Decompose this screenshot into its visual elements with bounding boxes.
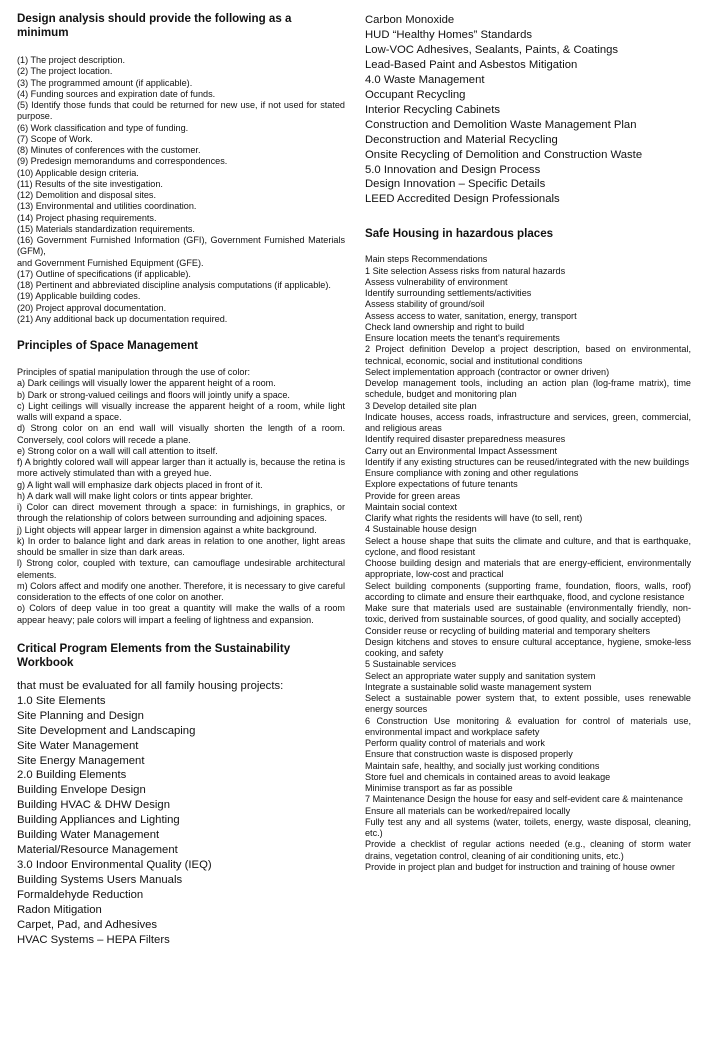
list-item: (14) Project phasing requirements. xyxy=(17,212,157,223)
list-item: Select an appropriate water supply and sanitation system xyxy=(365,670,596,681)
list-item: Select a house shape that suits the climate and culture, and that is earthquake, cyclone, and flood resistant xyxy=(365,535,691,557)
list-item: (21) Any additional back up documentation required. xyxy=(17,313,228,324)
list-item: 6 Construction Use monitoring & evaluation for control of materials use, environmental impact and workplace safety xyxy=(365,715,691,737)
list-item: Design kitchens and stoves to ensure cultural acceptance, hygiene, smoke-less cooking, and safety xyxy=(365,636,691,659)
list-item: Design Innovation – Specific Details xyxy=(365,178,546,191)
list-item: a) Dark ceilings will visually lower the apparent height of a room. xyxy=(17,378,276,389)
list-item: Onsite Recycling of Demolition and Construction Waste xyxy=(365,148,643,161)
list-item: c) Light ceilings will visually increase the apparent height of a room, while light walls will expand a space. xyxy=(17,400,345,422)
sustainability-continued-list xyxy=(365,13,691,207)
list-item: Provide a checklist of regular actions needed (e.g., cleaning of storm water drains, vegetation control, cleaning of air conditioning units, etc.) xyxy=(365,839,691,861)
list-item: h) A dark wall will make light colors or tints appear brighter. xyxy=(17,490,254,501)
list-item: Radon Mitigation xyxy=(17,904,102,917)
list-item: Explore expectations of future tenants xyxy=(365,479,518,490)
list-item: and Government Furnished Equipment (GFE). xyxy=(17,257,204,268)
list-item: Consider reuse or recycling of building material and temporary shelters xyxy=(365,625,651,636)
list-item: (7) Scope of Work. xyxy=(17,133,93,144)
list-item: Principles of spatial manipulation through the use of color: xyxy=(17,367,251,377)
list-item: HUD “Healthy Homes” Standards xyxy=(365,28,532,41)
list-item: Ensure location meets the tenant's requirements xyxy=(365,333,560,344)
list-item: d) Strong color on an end wall will visually shorten the length of a room. Conversely, cool colors will recede a plane. xyxy=(17,423,345,445)
list-item: 5.0 Innovation and Design Process xyxy=(365,163,541,176)
list-item: Site Development and Landscaping xyxy=(17,724,196,737)
list-item: Deconstruction and Material Recycling xyxy=(365,133,558,146)
list-item: Assess access to water, sanitation, energy, transport xyxy=(365,310,577,321)
list-item: HVAC Systems – HEPA Filters xyxy=(17,933,170,946)
list-item: Lead-Based Paint and Asbestos Mitigation xyxy=(365,58,578,71)
list-item: Construction and Demolition Waste Management Plan xyxy=(365,118,637,131)
design-analysis-list xyxy=(17,55,345,325)
list-item: (19) Applicable building codes. xyxy=(17,291,141,302)
list-item: Identify required disaster preparedness measures xyxy=(365,434,566,445)
list-item: l) Strong color, coupled with texture, can camouflage undesirable architectural elements. xyxy=(17,558,345,580)
list-item: 3 Develop detailed site plan xyxy=(365,400,477,411)
list-item: Formaldehyde Reduction xyxy=(17,889,144,902)
list-item: Building Envelope Design xyxy=(17,784,146,797)
right-column xyxy=(365,12,691,873)
list-item: Select building components (supporting frame, foundation, floors, walls, roof) according to climate and ensure their earthquake, flood, and cyclone resistance xyxy=(365,580,691,602)
list-item: m) Colors affect and modify one another. Therefore, it is necessary to give careful consideration to the effects of one color on another. xyxy=(17,580,345,602)
list-item: Ensure compliance with zoning and other regulations xyxy=(365,468,579,479)
list-item: Store fuel and chemicals in contained areas to avoid leakage xyxy=(365,771,611,782)
list-item: Ensure all materials can be worked/repaired locally xyxy=(365,805,571,816)
section-title-critical-program: Critical Program Elements from the Sustainability Workbook xyxy=(17,641,291,669)
list-item: that must be evaluated for all family housing projects: xyxy=(17,679,284,692)
critical-program-list xyxy=(17,679,345,948)
list-item: Check land ownership and right to build xyxy=(365,321,525,332)
list-item: Maintain safe, healthy, and socially just working conditions xyxy=(365,760,600,771)
list-item: (17) Outline of specifications (if applicable). xyxy=(17,268,191,279)
list-item: 3.0 Indoor Environmental Quality (IEQ) xyxy=(17,859,212,872)
list-item: Occupant Recycling xyxy=(365,88,466,101)
list-item: (8) Minutes of conferences with the customer. xyxy=(17,145,201,155)
list-item: Main steps Recommendations xyxy=(365,254,488,265)
list-item: (2) The project location. xyxy=(17,66,113,77)
list-item: (11) Results of the site investigation. xyxy=(17,178,163,189)
list-item: Building Appliances and Lighting xyxy=(17,814,180,827)
list-item: Carbon Monoxide xyxy=(365,14,455,26)
section-title-design-analysis: Design analysis should provide the following as a minimum xyxy=(17,12,292,39)
list-item: 1.0 Site Elements xyxy=(17,694,106,707)
list-item: f) A brightly colored wall will appear larger than it actually is, because the retina is more actively stimulated than with a greyed hue. xyxy=(17,457,345,479)
list-item: (16) Government Furnished Information (GFI), Government Furnished Materials (GFM), xyxy=(17,235,345,257)
list-item: i) Color can direct movement through a space: in furnishings, in graphics, or through the relationship of colors between surrounding and adjoining spaces. xyxy=(17,502,345,524)
list-item: Integrate a sustainable solid waste management system xyxy=(365,681,592,692)
list-item: Select a sustainable power system that, to extent possible, uses renewable energy sources xyxy=(365,693,691,715)
list-item: (15) Materials standardization requirements. xyxy=(17,223,195,234)
list-item: Identify if any existing structures can be reused/integrated with the new buildings xyxy=(365,456,690,467)
list-item: Minimise transport as far as possible xyxy=(365,783,513,794)
space-management-list xyxy=(17,367,345,626)
list-item: Provide in project plan and budget for instruction and training of house owner xyxy=(365,861,675,872)
left-column xyxy=(17,12,345,948)
list-item: (18) Pertinent and abbreviated discipline analysis computations (if applicable). xyxy=(17,280,331,290)
list-item: Assess stability of ground/soil xyxy=(365,299,485,310)
list-item: (13) Environmental and utilities coordination. xyxy=(17,201,197,212)
list-item: (6) Work classification and type of funding. xyxy=(17,122,189,133)
list-item: 4 Sustainable house design xyxy=(365,524,477,535)
section-title-space-management: Principles of Space Management xyxy=(17,339,199,352)
list-item: Choose building design and materials that are energy-efficient, environmentally appropriate, low-cost and practical xyxy=(365,558,691,580)
list-item: 1 Site selection Assess risks from natural hazards xyxy=(365,265,566,276)
list-item: e) Strong color on a wall will call attention to itself. xyxy=(17,445,218,456)
list-item: Maintain social context xyxy=(365,501,457,512)
list-item: Fully test any and all systems (water, toilets, energy, waste disposal, cleaning, etc.) xyxy=(365,816,691,839)
list-item: Building Water Management xyxy=(17,829,160,842)
list-item: Carpet, Pad, and Adhesives xyxy=(17,919,158,931)
list-item: Assess vulnerability of environment xyxy=(365,276,508,287)
list-item: g) A light wall will emphasize dark objects placed in front of it. xyxy=(17,479,263,490)
list-item: 4.0 Waste Management xyxy=(365,73,485,86)
list-item: Carry out an Environmental Impact Assessment xyxy=(365,445,558,456)
list-item: Clarify what rights the residents will have (to sell, rent) xyxy=(365,513,583,524)
list-item: (3) The programmed amount (if applicable). xyxy=(17,77,193,88)
list-item: (4) Funding sources and expiration date of funds. xyxy=(17,88,216,99)
section-title-safe-housing: Safe Housing in hazardous places xyxy=(365,227,554,241)
list-item: Site Water Management xyxy=(17,739,139,752)
list-item: (20) Project approval documentation. xyxy=(17,302,167,313)
list-item: Site Planning and Design xyxy=(17,709,144,722)
list-item: Select implementation approach (contractor or owner driven) xyxy=(365,366,610,377)
list-item: Material/Resource Management xyxy=(17,844,178,857)
list-item: 7 Maintenance Design the house for easy and self-evident care & maintenance xyxy=(365,794,683,805)
list-item: (9) Predesign memorandums and correspondences. xyxy=(17,156,228,167)
list-item: Interior Recycling Cabinets xyxy=(365,103,500,116)
list-item: (5) Identify those funds that could be returned for new use, if not used for stated purpose. xyxy=(17,100,345,122)
list-item: j) Light objects will appear larger in dimension against a white background. xyxy=(17,524,317,535)
list-item: Develop management tools, including an action plan (log-frame matrix), time schedule, budget and monitoring plan xyxy=(365,378,691,400)
list-item: (12) Demolition and disposal sites. xyxy=(17,190,156,200)
list-item: Building HVAC & DHW Design xyxy=(17,799,170,812)
list-item: Building Systems Users Manuals xyxy=(17,874,183,887)
list-item: b) Dark or strong-valued ceilings and floors will jointly unify a space. xyxy=(17,389,290,400)
list-item: Low-VOC Adhesives, Sealants, Paints, & Coatings xyxy=(365,43,619,56)
list-item: 2.0 Building Elements xyxy=(17,769,127,782)
list-item: k) In order to balance light and dark areas in relation to one another, light areas should be smaller in size than dark areas. xyxy=(17,535,345,557)
list-item: Identify surrounding settlements/activities xyxy=(365,288,532,299)
list-item: Site Energy Management xyxy=(17,754,145,767)
safe-housing-list xyxy=(365,254,691,873)
list-item: Make sure that materials used are sustainable (environmentally friendly, non-toxic, derived from sustainable sources, of good quality, and socially accepted) xyxy=(365,603,691,625)
list-item: 2 Project definition Develop a project description, based on environmental, technical, economic, social and institutional conditions xyxy=(365,344,691,366)
list-item: (1) The project description. xyxy=(17,55,125,65)
list-item: Indicate houses, access roads, infrastructure and services, green, commercial, and religious areas xyxy=(365,411,691,434)
list-item: LEED Accredited Design Professionals xyxy=(365,193,560,206)
list-item: Perform quality control of materials and work xyxy=(365,738,545,749)
list-item: Ensure that construction waste is disposed properly xyxy=(365,749,573,760)
list-item: Provide for green areas xyxy=(365,490,461,501)
list-item: (10) Applicable design criteria. xyxy=(17,167,139,178)
list-item: 5 Sustainable services xyxy=(365,659,456,670)
list-item: o) Colors of deep value in too great a quantity will make the walls of a room appear heavy; pale colors will impart a feeling of lightness and expansion. xyxy=(17,603,345,625)
